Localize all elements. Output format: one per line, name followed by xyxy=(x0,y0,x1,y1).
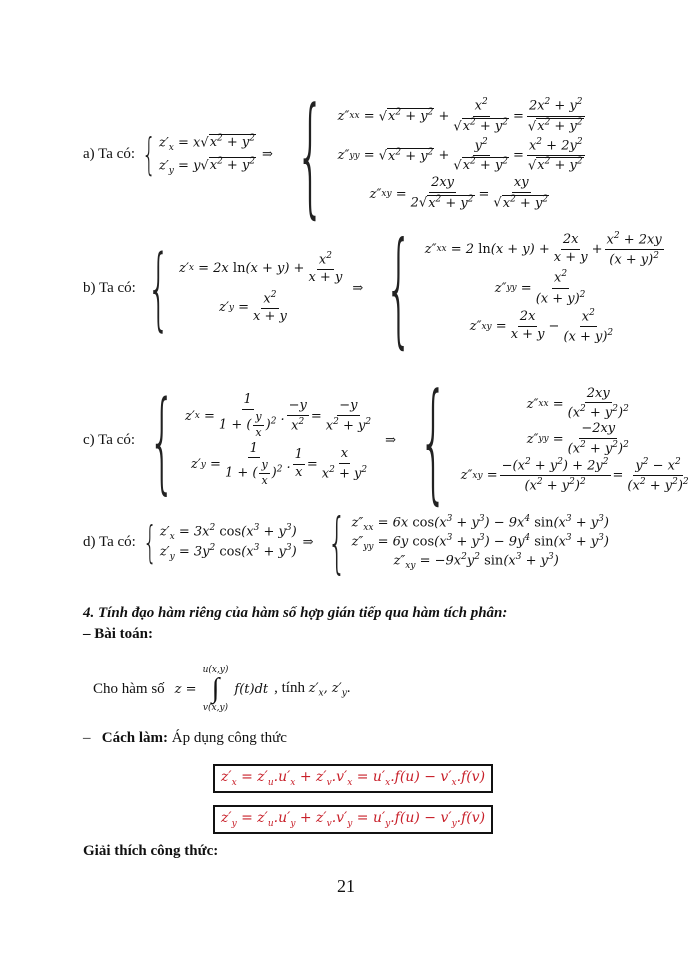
eq-zyy: z″ yy = $√x^2 + y^2$ + $\frac{y^2}{√x^2 + y^2}$ = $\frac{x^2 + 2y^2}{√x^2 + y^2}$ xyxy=(337,136,583,174)
method-line xyxy=(83,730,287,747)
left-brace-icon: { xyxy=(148,376,176,505)
upper-limit: u(x,y) xyxy=(202,665,229,675)
part-d-label: d) Ta có: xyxy=(83,534,136,550)
part-a-second-derivatives xyxy=(338,97,588,211)
method-text: Áp dụng công thức xyxy=(171,730,287,746)
problem-text-prefix: Cho hàm số xyxy=(93,680,165,697)
integrand: f(t)dt xyxy=(234,681,269,697)
part-d xyxy=(83,504,609,581)
eq-zyy: z″ yy = $\frac{x^2}{(x + y)^2}$ xyxy=(494,269,586,306)
eq-zxx: $z''_{xx} = 6x$ $\cos(x^3 + y^3) - 9x^4$ $\sin(x^3 + y^3)$ xyxy=(351,514,609,534)
left-brace-icon: { xyxy=(147,235,170,341)
implies-icon: ⇒ xyxy=(262,147,273,162)
eq-zx: z′ x = 2x ln (x + y) + $\frac{x^2}{x + y}$ xyxy=(179,250,343,286)
lower-limit: v(x,y) xyxy=(202,703,229,713)
part-a xyxy=(83,78,588,231)
implies-icon: ⇒ xyxy=(385,433,396,448)
left-brace-icon: { xyxy=(418,364,448,517)
page-number: 21 xyxy=(337,876,355,896)
part-c-first-derivatives xyxy=(185,393,375,487)
part-c xyxy=(83,364,693,517)
formula-x-box: $z'_x = z'_u.u'_x + z'_v.v'_x = u'_x.f(u) - v'_x.f(v)$ xyxy=(213,764,493,793)
left-brace-icon: { xyxy=(385,215,413,361)
left-brace-icon: { xyxy=(327,504,347,581)
part-a-label: a) Ta có: xyxy=(83,146,135,162)
method-label: Cách làm: xyxy=(101,730,168,746)
part-a-first-derivatives xyxy=(159,134,256,176)
part-d-second-derivatives xyxy=(352,514,609,571)
method-dash: – xyxy=(83,730,91,746)
eq-zy: z′ y = 1 1 + ( $\frac{y}{x}$ )$^2$ . $\frac{1}{x}$ = $\frac{x}{x^2 + y^2}$ xyxy=(190,440,368,488)
eq-zxy: z″ xy = $\frac{2x}{x + y}$ − $\frac{x^2}{(x + y)^2}$ xyxy=(469,307,614,345)
part-b-first-derivatives xyxy=(179,251,346,325)
eq-zxy: $z''_{xy} = -9x^2y^2$ $\sin(x^3 + y^3)$ xyxy=(393,551,559,571)
eq-zx: z′ x = 1 1 + ( $\frac{y}{x}$ )$^2$ . $\frac{-y}{x^2}$ = $\frac{-y}{x^2 + y^2}$ xyxy=(184,392,372,439)
eq-zxy: z″ xy = $\frac{-(x^2 + y^2) + 2y^2}{(x^2 + y^2)^2}$ = $\frac{y^2 - x^2}{(x^2 + y^2)^2}$ xyxy=(460,456,689,494)
part-b xyxy=(83,215,666,361)
explain-label: Giải thích công thức: xyxy=(83,843,219,859)
eq-zyy: z″ yy = $\frac{-2xy}{(x^2 + y^2)^2}$ xyxy=(526,420,629,456)
part-c-second-derivatives xyxy=(461,387,693,495)
eq-zxy: z″ xy = $\frac{2xy}{2√x^2 + y^2}$ = $\frac{xy}{√x^2 + y^2}$ xyxy=(369,175,549,211)
part-b-label: b) Ta có: xyxy=(83,279,136,296)
problem-statement xyxy=(93,658,351,720)
eq-zxx: z″ xx = $\frac{2xy}{(x^2 + y^2)^2}$ xyxy=(526,385,629,421)
eq-zx: $z'_x = 3x^2$ $\cos(x^3 + y^3)$ xyxy=(159,523,297,542)
eq-zyy: $z''_{yy} = 6y$ $\cos(x^3 + y^3) - 9y^4$ $\sin(x^3 + y^3)$ xyxy=(351,533,609,552)
eq-zx: $z'_x = x√x^2 + y^2$ xyxy=(158,133,256,153)
eq-zy: $z'_y = y√x^2 + y^2$ xyxy=(158,156,256,176)
eq-zxx: z″ xx = 2 ln (x + y) + $\frac{2x}{x + y}$ + $\frac{x^2 + 2xy}{(x + y)^2}$ xyxy=(424,230,662,268)
problem-text-suffix: , tính $z'_x$, $z'_y$. xyxy=(274,679,351,699)
part-c-label: c) Ta có: xyxy=(83,432,135,448)
eq-zy: $z'_y = 3y^2$ $\cos(x^3 + y^3)$ xyxy=(159,543,297,562)
implies-icon: ⇒ xyxy=(302,535,314,550)
integral-icon: ∫ xyxy=(211,673,220,704)
left-brace-icon: { xyxy=(141,129,156,180)
eq-zy: z′ y = $\frac{x^2}{x + y}$ xyxy=(219,290,287,325)
eq-zxx: z″ xx = $√x^2 + y^2$ + $\frac{x^2}{√x^2 + y^2}$ = $\frac{2x^2 + y^2}{√x^2 + y^2}$ xyxy=(337,97,583,134)
left-brace-icon: { xyxy=(295,78,325,231)
section-4-title: 4. Tính đạo hàm riêng của hàm số hợp gián tiếp qua hàm tích phân: xyxy=(83,605,508,621)
left-brace-icon: { xyxy=(142,517,157,568)
part-b-second-derivatives xyxy=(425,231,666,346)
part-d-first-derivatives xyxy=(160,523,297,562)
problem-label: – Bài toán: xyxy=(83,626,154,642)
integral xyxy=(203,665,229,713)
problem-z-equals: z = xyxy=(174,681,197,697)
formula-y-box: $z'_y = z'_u.u'_y + z'_v.v'_y = u'_y.f(u) - v'_y.f(v)$ xyxy=(213,805,493,834)
implies-icon: ⇒ xyxy=(352,280,364,296)
